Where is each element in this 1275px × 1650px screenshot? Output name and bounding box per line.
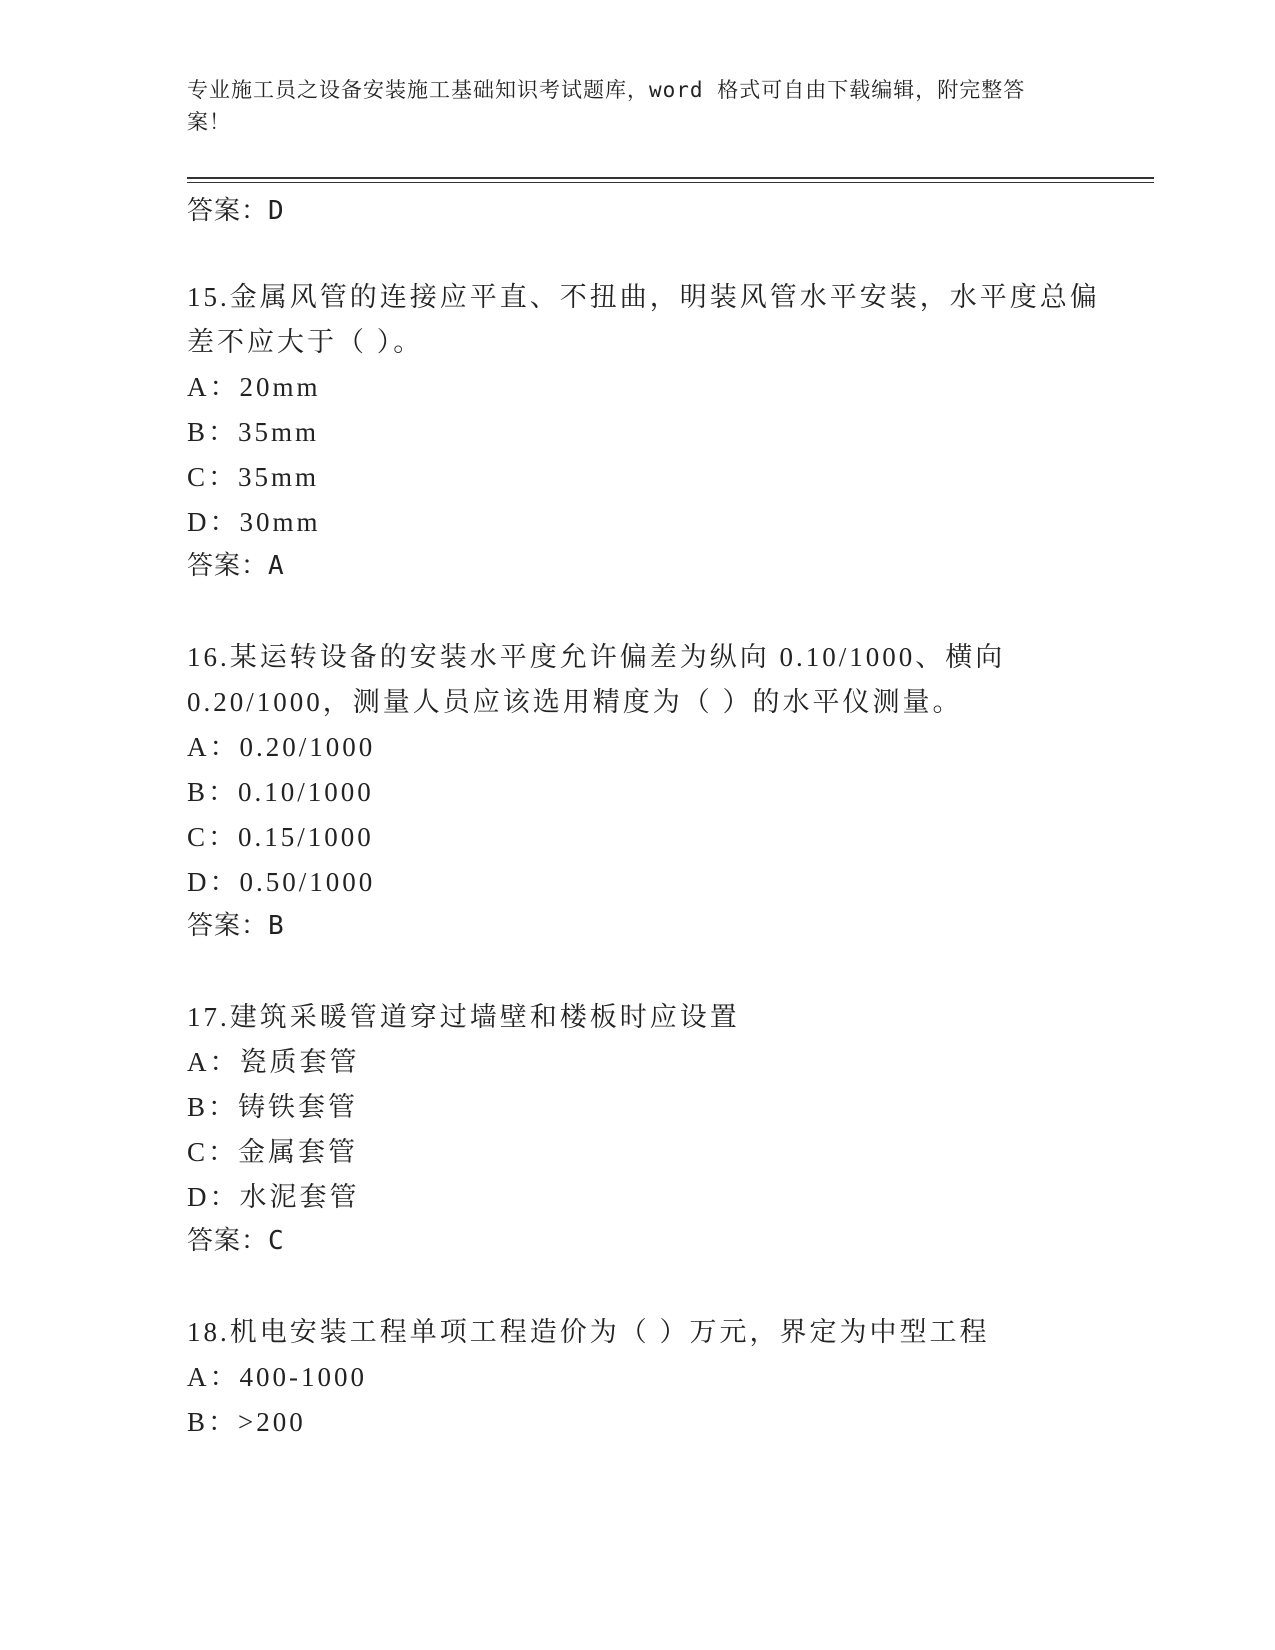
question-15-option-c: C：35mm: [187, 462, 320, 492]
question-15-text: 15.金属风管的连接应平直、不扭曲，明装风管水平安装，水平度总偏: [187, 282, 1100, 312]
question-17-option-c: C：金属套管: [187, 1137, 359, 1167]
question-15-option-b: B：35mm: [187, 417, 320, 447]
question-17-option-b: B：铸铁套管: [187, 1092, 359, 1122]
question-18-text: 18.机电安装工程单项工程造价为（ ）万元，界定为中型工程: [187, 1317, 990, 1347]
question-16-answer: 答案：B: [187, 911, 285, 941]
question-16-text: 16.某运转设备的安装水平度允许偏差为纵向 0.10/1000、横向: [187, 642, 1006, 672]
question-16-option-d: D：0.50/1000: [187, 867, 376, 897]
question-16-text-cont: 0.20/1000，测量人员应该选用精度为（ ）的水平仪测量。: [187, 687, 963, 717]
question-15-option-a: A：20mm: [187, 372, 321, 402]
question-17-answer: 答案：C: [187, 1226, 285, 1256]
question-16-option-c: C：0.15/1000: [187, 822, 374, 852]
question-15-option-d: D：30mm: [187, 507, 321, 537]
question-17-option-a: A：瓷质套管: [187, 1047, 360, 1077]
header-divider: [187, 177, 1154, 179]
question-17-text: 17.建筑采暖管道穿过墙壁和楼板时应设置: [187, 1002, 740, 1032]
document-header: 专业施工员之设备安装施工基础知识考试题库，word 格式可自由下载编辑，附完整答案！: [187, 78, 1026, 134]
question-15-text-cont: 差不应大于（ ）。: [187, 327, 424, 357]
previous-answer: 答案：D: [187, 196, 285, 226]
question-15-answer: 答案：A: [187, 551, 285, 581]
question-18-option-b: B：>200: [187, 1407, 306, 1437]
question-17-option-d: D：水泥套管: [187, 1182, 360, 1212]
question-16-option-b: B：0.10/1000: [187, 777, 374, 807]
question-18-option-a: A：400-1000: [187, 1362, 367, 1392]
question-16-option-a: A：0.20/1000: [187, 732, 376, 762]
header-divider-thin: [187, 182, 1154, 183]
